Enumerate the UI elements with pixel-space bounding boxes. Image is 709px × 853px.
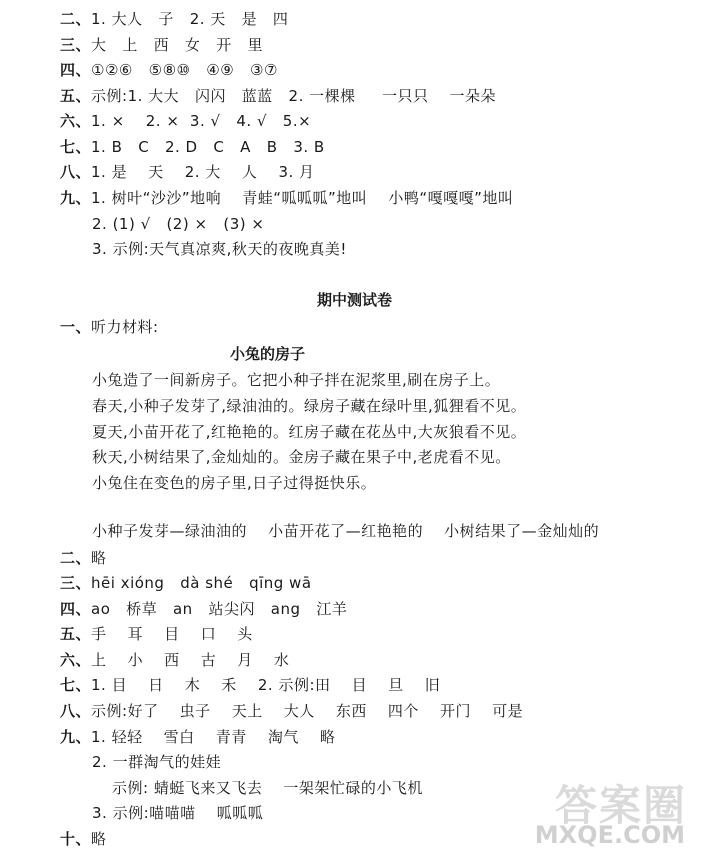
answer-line: 四、①②⑥ ⑤⑧⑩ ④⑨ ③⑦ bbox=[60, 61, 278, 79]
answer-line: 十、略 bbox=[60, 830, 107, 848]
answer-line: 七、1. B C 2. D C A B 3. B bbox=[60, 138, 325, 156]
watermark-logo bbox=[519, 771, 699, 849]
answer-subline: 2. 一群淘气的娃娃 bbox=[92, 753, 222, 771]
answer-subline: 3. 示例:天气真凉爽,秋天的夜晚真美! bbox=[92, 240, 347, 258]
answer-line: 四、ao 桥草 an 站尖闪 ang 江羊 bbox=[60, 600, 348, 618]
answer-line: 六、1. × 2. × 3. √ 4. √ 5.× bbox=[60, 112, 312, 130]
answer-line: 七、1. 目 日 木 禾 2. 示例:田 目 旦 旧 bbox=[60, 676, 441, 694]
answer-line: 三、hēi xióng dà shé qīng wā bbox=[60, 574, 312, 592]
answer-subline: 示例: 蜻蜓飞来又飞去 一架架忙碌的小飞机 bbox=[112, 779, 423, 797]
answer-line: 八、1. 是 天 2. 大 人 3. 月 bbox=[60, 163, 315, 181]
answer-subline: 3. 示例:喵喵喵 呱呱呱 bbox=[92, 804, 264, 822]
answer-line: 二、1. 大人 子 2. 天 是 四 bbox=[60, 10, 289, 28]
story-line: 小兔住在变色的房子里,日子过得挺快乐。 bbox=[92, 474, 377, 492]
story-line: 春天,小种子发芽了,绿油油的。绿房子藏在绿叶里,狐狸看不见。 bbox=[92, 397, 527, 415]
answer-line: 五、手 耳 目 口 头 bbox=[60, 625, 253, 643]
watermark-site-text: MXQE.COM bbox=[534, 821, 685, 849]
answer-line: 八、示例:好了 虫子 天上 大人 东西 四个 开门 可是 bbox=[60, 702, 524, 720]
answer-line: 九、1. 轻轻 雪白 青青 淘气 略 bbox=[60, 728, 336, 746]
answer-line: 九、1. 树叶“沙沙”地响 青蛙“呱呱呱”地叫 小鸭“嘎嘎嘎”地叫 bbox=[60, 189, 514, 207]
answer-line: 二、略 bbox=[60, 549, 107, 567]
section-title: 期中测试卷 bbox=[316, 291, 392, 309]
story-line: 秋天,小树结果了,金灿灿的。金房子藏在果子中,老虎看不见。 bbox=[92, 448, 511, 466]
answer-line: 一、听力材料: bbox=[60, 318, 159, 336]
answer-line: 三、大 上 西 女 开 里 bbox=[60, 36, 264, 54]
story-summary: 小种子发芽—绿油油的 小苗开花了—红艳艳的 小树结果了—金灿灿的 bbox=[92, 522, 600, 540]
story-line: 夏天,小苗开花了,红艳艳的。红房子藏在花丛中,大灰狼看不见。 bbox=[92, 423, 527, 441]
answer-subline: 2. (1) √ (2) × (3) × bbox=[92, 215, 265, 233]
answer-line: 五、示例:1. 大大 闪闪 蓝蓝 2. 一棵棵 一只只 一朵朵 bbox=[60, 87, 497, 105]
story-line: 小兔造了一间新房子。它把小种子拌在泥浆里,刷在房子上。 bbox=[92, 371, 501, 389]
watermark-main-text: 答案圈 bbox=[554, 781, 687, 830]
answer-line: 六、上 小 西 古 月 水 bbox=[60, 651, 290, 669]
story-title: 小兔的房子 bbox=[230, 345, 306, 363]
